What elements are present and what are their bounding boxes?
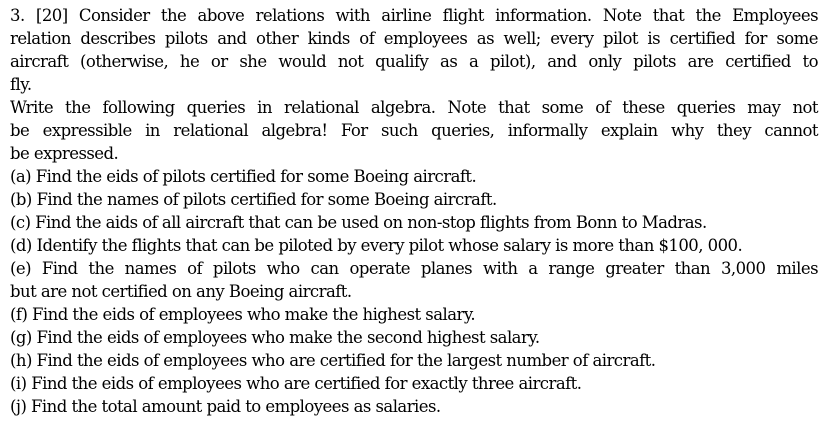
query-list (10, 165, 818, 418)
query-e-continued: but are not certified on any Boeing aircraft. (10, 282, 352, 301)
query-d: (d) Identify the flights that can be piloted by every pilot whose salary is more than $100, 000. (10, 236, 743, 255)
query-b: (b) Find the names of pilots certified for some Boeing aircraft. (10, 190, 497, 209)
text-line: 3. [20] Consider the above relations with airline flight information. Note that the Employees (10, 6, 818, 25)
text-line: relation describes pilots and other kinds of employees as well; every pilot is certified for some (10, 29, 818, 48)
query-j: (j) Find the total amount paid to employees as salaries. (10, 397, 441, 416)
text-line: Write the following queries in relational algebra. Note that some of these queries may not (10, 98, 818, 117)
intro-paragraph (10, 4, 818, 96)
query-i: (i) Find the eids of employees who are certified for exactly three aircraft. (10, 374, 582, 393)
query-c: (c) Find the aids of all aircraft that can be used on non-stop flights from Bonn to Madras. (10, 213, 707, 232)
text-line: fly. (10, 75, 32, 94)
query-h: (h) Find the eids of employees who are certified for the largest number of aircraft. (10, 351, 656, 370)
problem-statement (10, 4, 818, 418)
text-line: be expressible in relational algebra! For such queries, informally explain why they cannot (10, 121, 818, 140)
text-line: aircraft (otherwise, he or she would not qualify as a pilot), and only pilots are certified to (10, 52, 818, 71)
query-f: (f) Find the eids of employees who make the highest salary. (10, 305, 476, 324)
query-g: (g) Find the eids of employees who make the second highest salary. (10, 328, 540, 347)
instruction-paragraph (10, 96, 818, 165)
query-e: (e) Find the names of pilots who can operate planes with a range greater than 3,000 miles (10, 259, 818, 278)
query-a: (a) Find the eids of pilots certified for some Boeing aircraft. (10, 167, 477, 186)
text-line: be expressed. (10, 144, 119, 163)
